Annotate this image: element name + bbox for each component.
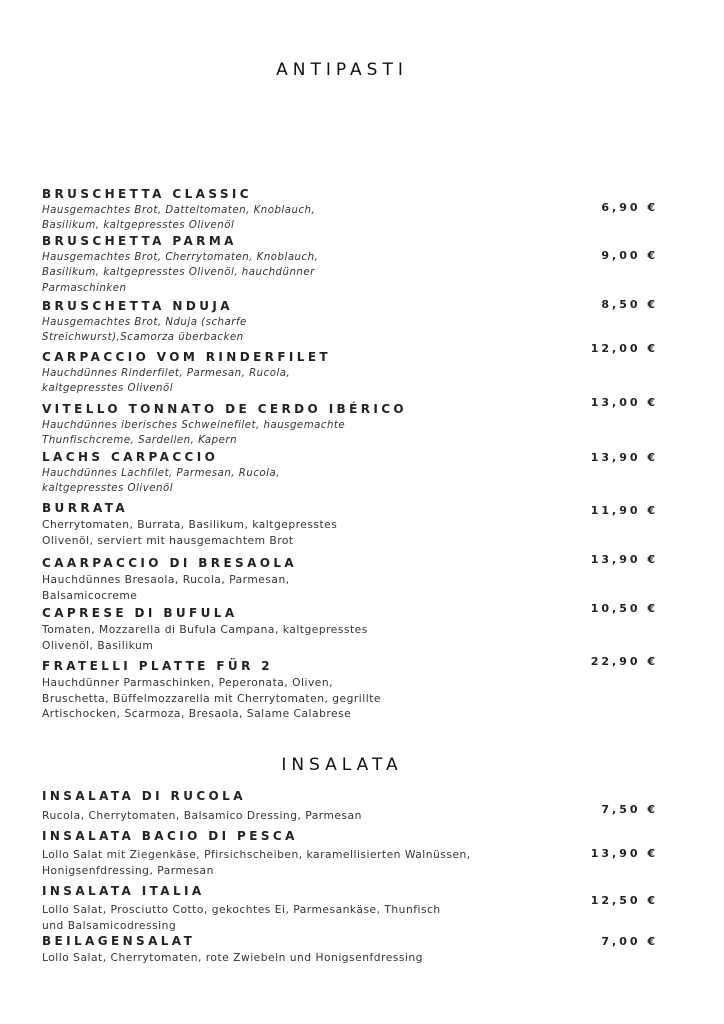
item-price: 8,50 €	[601, 298, 658, 311]
item-name: CAPRESE DI BUFULA	[42, 606, 238, 620]
menu-item	[42, 402, 408, 449]
menu-item	[42, 934, 502, 966]
item-description: Lollo Salat, Cherrytomaten, rote Zwiebeln und Honigsenfdressing	[42, 951, 423, 964]
menu-item	[42, 350, 332, 397]
item-description: Hauchdünnes Rinderfilet, Parmesan, Rucola, kaltgepresstes Olivenöl	[42, 368, 291, 395]
item-description: Lollo Salat mit Ziegenkäse, Pfirsichscheiben, karamellisierten Walnüssen, Honigsenfdressing, Parmesan	[42, 848, 471, 877]
item-price: 6,90 €	[601, 201, 658, 214]
menu-item	[42, 450, 312, 497]
item-description: Hauchdünnes iberisches Schweinefilet, hausgemachte Thunfischcreme, Sardellen, Kapern	[42, 420, 346, 447]
item-description: Hauchdünnes Lachfilet, Parmesan, Rucola, kaltgepresstes Olivenöl	[42, 468, 280, 495]
item-description: Lollo Salat, Prosciutto Cotto, gekochtes Ei, Parmesankäse, Thunfisch und Balsamicodressing	[42, 903, 441, 932]
item-name: LACHS CARPACCIO	[42, 450, 219, 464]
item-name: BRUSCHETTA PARMA	[42, 234, 237, 248]
item-price: 10,50 €	[590, 602, 658, 615]
item-name: INSALATA ITALIA	[42, 884, 205, 898]
item-name: VITELLO TONNATO DE CERDO IBÉRICO	[42, 402, 408, 416]
item-price: 13,90 €	[590, 451, 658, 464]
item-description: Hauchdünner Parmaschinken, Peperonata, Oliven, Bruschetta, Büffelmozzarella mit Cherrytomaten, gegrillte Artischocken, Scarmoza, Bresaola, Salame Calabrese	[42, 676, 381, 721]
item-price: 9,00 €	[601, 249, 658, 262]
antipasti-title: ANTIPASTI	[276, 60, 408, 80]
menu-item	[42, 884, 462, 933]
item-name: CAARPACCIO DI BRESAOLA	[42, 556, 298, 570]
item-name: INSALATA DI RUCOLA	[42, 789, 246, 803]
item-description: Hausgemachtes Brot, Nduja (scharfe Streichwurst),Scamorza überbacken	[42, 317, 247, 344]
item-name: BEILAGENSALAT	[42, 934, 196, 948]
item-price: 22,90 €	[590, 655, 658, 668]
item-description: Rucola, Cherrytomaten, Balsamico Dressing, Parmesan	[42, 809, 362, 822]
menu-item	[42, 299, 282, 346]
item-name: CARPACCIO VOM RINDERFILET	[42, 350, 332, 364]
item-description: Cherrytomaten, Burrata, Basilikum, kaltgepresstes Olivenöl, serviert mit hausgemachtem Brot	[42, 518, 338, 547]
item-price: 7,00 €	[601, 935, 658, 948]
item-name: FRATELLI PLATTE FÜR 2	[42, 659, 274, 673]
menu-item	[42, 501, 362, 548]
item-name: BURRATA	[42, 501, 129, 515]
menu-item	[42, 659, 402, 722]
item-price: 13,00 €	[590, 396, 658, 409]
item-price: 12,00 €	[590, 342, 658, 355]
item-price: 7,50 €	[601, 803, 658, 816]
item-name: BRUSCHETTA NDUJA	[42, 299, 233, 313]
item-description: Hausgemachtes Brot, Datteltomaten, Knoblauch, Basilikum, kaltgepresstes Olivenöl	[42, 205, 316, 232]
item-price: 13,90 €	[590, 847, 658, 860]
menu-item	[42, 556, 322, 603]
insalata-title: INSALATA	[281, 755, 403, 775]
item-price: 11,90 €	[590, 504, 658, 517]
menu-item	[42, 187, 342, 234]
item-name: BRUSCHETTA CLASSIC	[42, 187, 252, 201]
item-description: Hauchdünnes Bresaola, Rucola, Parmesan, Balsamicocreme	[42, 573, 290, 602]
menu-item	[42, 606, 392, 653]
menu-item	[42, 234, 352, 296]
item-price: 12,50 €	[590, 894, 658, 907]
menu-item	[42, 829, 492, 878]
item-name: INSALATA BACIO DI PESCA	[42, 829, 298, 843]
menu-item	[42, 789, 502, 824]
item-price: 13,90 €	[590, 553, 658, 566]
item-description: Hausgemachtes Brot, Cherrytomaten, Knoblauch, Basilikum, kaltgepresstes Olivenöl, hauchdünner Parmaschinken	[42, 252, 319, 294]
item-description: Tomaten, Mozzarella di Bufula Campana, kaltgepresstes Olivenöl, Basilikum	[42, 623, 368, 652]
